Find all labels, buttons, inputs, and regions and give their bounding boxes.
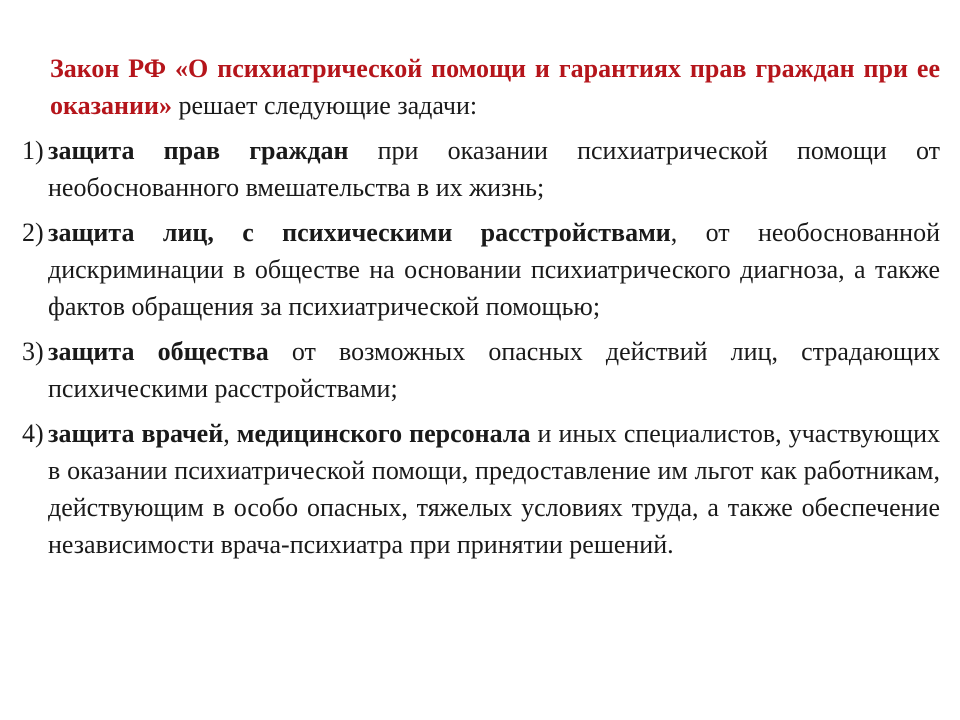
list-text [48, 415, 940, 563]
list-bold: защита прав граждан [48, 136, 349, 165]
list-number: 1) [22, 136, 44, 165]
list-item-1 [22, 132, 940, 206]
list-bold: защита лиц, с психическими расстройствами [48, 218, 671, 247]
list-text [48, 333, 940, 407]
list-item-4 [22, 415, 940, 563]
list-rest: при оказании психиатрической помощи от необоснованного вмешательства в их жизнь; [48, 136, 940, 202]
list-rest: , от необоснованной дискриминации в обществе на основании психиатрического диагноза, а также фактов обращения за психиатрической помощью; [48, 218, 940, 321]
list-number: 2) [22, 218, 44, 247]
list-rest: и иных специалистов, участвующих в оказании психиатрической помощи, предоставление им льгот как работникам, действующим в особо опасных, тяжелых условиях труда, а также обеспечение независимости врача-психиатра при принятии решений. [48, 419, 940, 559]
list-text [48, 132, 940, 206]
list-bold: защита врачей [48, 419, 224, 448]
list-separator: , [223, 419, 237, 448]
intro-paragraph [50, 50, 940, 124]
list-number: 4) [22, 419, 44, 448]
list-bold: защита общества [48, 337, 269, 366]
law-title: Закон РФ «О психиатрической помощи и гарантиях прав граждан при ее оказании» [50, 54, 940, 120]
list-bold: медицинского персонала [236, 419, 531, 448]
list-number: 3) [22, 337, 44, 366]
list-item-3 [22, 333, 940, 407]
list-item-2 [22, 214, 940, 325]
intro-rest: решает следующие задачи: [171, 91, 478, 120]
list-text [48, 214, 940, 325]
list-rest: от возможных опасных действий лиц, страдающих психическими расстройствами; [48, 337, 940, 403]
